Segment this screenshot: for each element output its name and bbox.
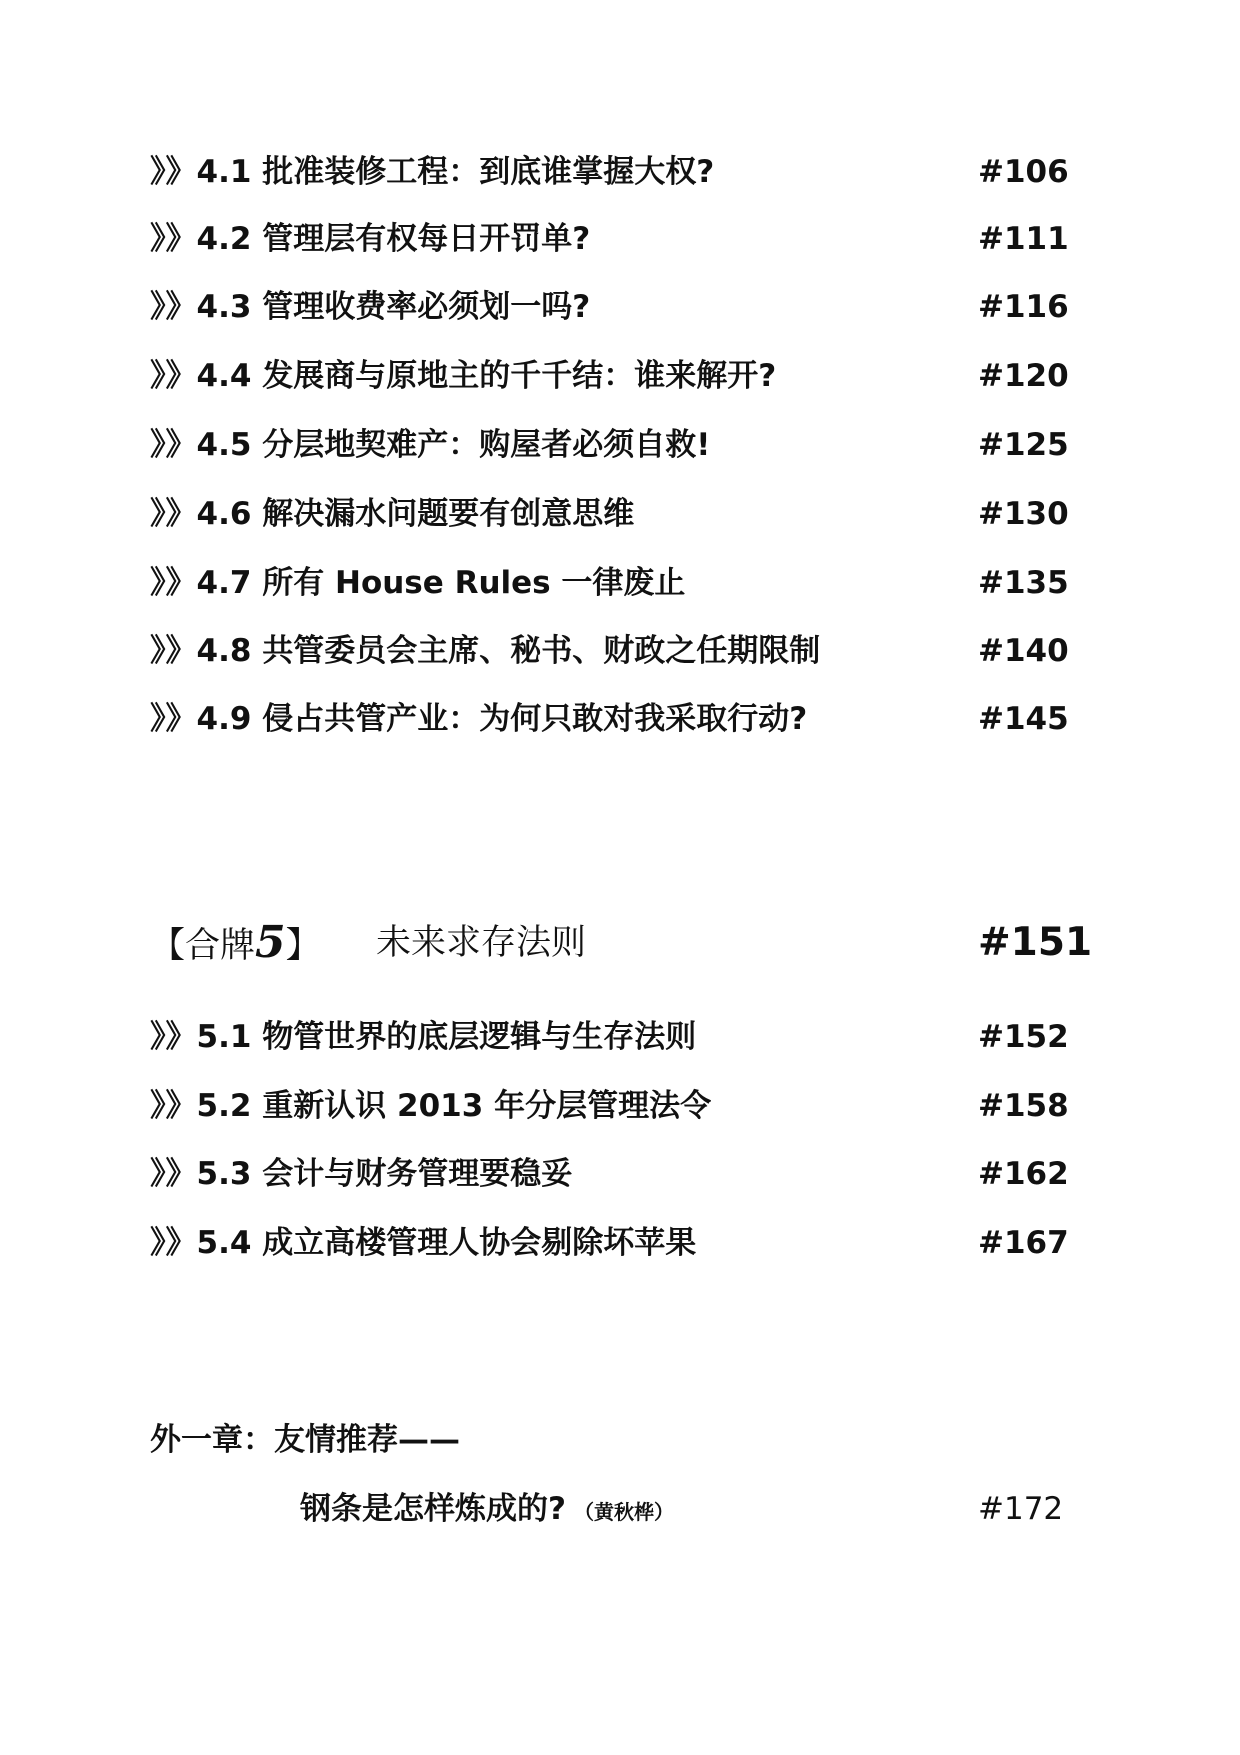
part-page: #151 [978,920,1093,965]
toc-entry-title: 》》4.4 发展商与原地主的千千结：谁来解开? [150,358,777,394]
toc-entry[interactable] [150,423,1070,467]
toc-entry[interactable] [150,1152,1070,1196]
part-label [150,915,321,974]
toc-entry-title: 》》5.3 会计与财务管理要稳妥 [150,1156,573,1192]
toc-entry-title: 》》4.3 管理收费率必须划一吗? [150,289,591,325]
toc-entry[interactable] [150,1084,1070,1128]
toc-entry[interactable] [150,1015,1070,1059]
toc-entry-page: #140 [978,633,1069,669]
toc-entry-title: 》》5.2 重新认识 2013 年分层管理法令 [150,1088,712,1124]
toc-entry[interactable] [150,492,1070,536]
toc-entry-title: 》》4.9 侵占共管产业：为何只敢对我采取行动? [150,701,808,737]
extra-entry-page: #172 [978,1491,1064,1527]
extra-entry-title-text: 钢条是怎样炼成的? [300,1491,566,1527]
part-bracket-open: 【合牌 [150,926,256,966]
toc-entry-title: 》》4.8 共管委员会主席、秘书、财政之任期限制 [150,633,821,669]
part-number: 5 [255,917,286,968]
toc-entry-title: 》》5.1 物管世界的底层逻辑与生存法则 [150,1019,697,1055]
toc-entry-title: 》》4.1 批准装修工程：到底谁掌握大权? [150,154,715,190]
toc-entry-title: 》》4.7 所有 House Rules 一律废止 [150,565,686,601]
toc-entry[interactable] [150,561,1070,605]
toc-entry-title: 》》5.4 成立高楼管理人协会剔除坏苹果 [150,1225,697,1261]
toc-entry-page: #158 [978,1088,1069,1124]
toc-entry[interactable] [150,150,1070,194]
toc-entry[interactable] [150,285,1070,329]
toc-entry[interactable] [150,697,1070,741]
part-name: 未来求存法则 [376,923,587,963]
toc-entry-page: #111 [978,221,1069,257]
toc-entry[interactable] [150,217,1070,261]
toc-entry-title: 》》4.5 分层地契难产：购屋者必须自救! [150,427,711,463]
part-heading[interactable] [150,915,1093,971]
toc-entry-page: #162 [978,1156,1069,1192]
toc-entry[interactable] [150,354,1070,398]
toc-entry-page: #152 [978,1019,1069,1055]
toc-entry-page: #145 [978,701,1069,737]
toc-entry-page: #167 [978,1225,1069,1261]
part-bracket-close: 】 [285,926,321,966]
extra-chapter-heading: 外一章：友情推荐—— [150,1422,460,1458]
toc-entry[interactable] [150,1221,1070,1265]
toc-entry-title: 》》4.6 解决漏水问题要有创意思维 [150,496,635,532]
toc-entry-page: #135 [978,565,1069,601]
extra-entry-author: （黄秋桦） [573,1500,674,1524]
extra-entry-title [300,1487,674,1534]
toc-entry-page: #106 [978,154,1069,190]
toc-entry-page: #116 [978,289,1069,325]
toc-entry-page: #125 [978,427,1069,463]
toc-entry-title: 》》4.2 管理层有权每日开罚单? [150,221,591,257]
toc-entry-page: #120 [978,358,1069,394]
extra-toc-entry[interactable] [300,1487,1070,1531]
toc-entry[interactable] [150,629,1070,673]
toc-entry-page: #130 [978,496,1069,532]
